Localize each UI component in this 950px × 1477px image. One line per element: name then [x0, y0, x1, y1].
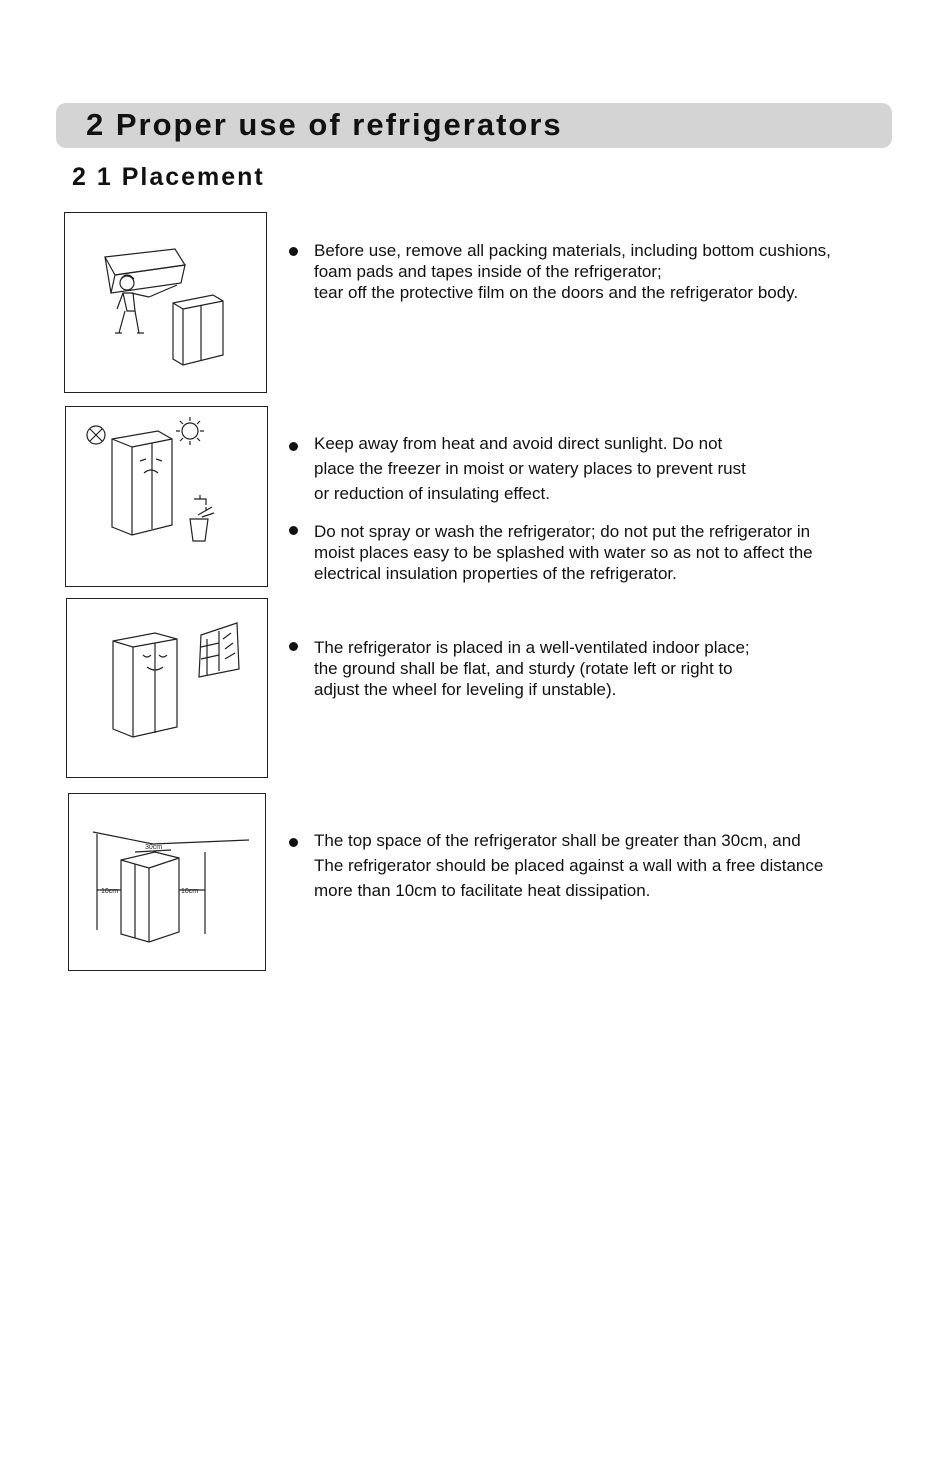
bullet-line: or reduction of insulating effect. — [314, 484, 550, 503]
bullet-remove-packing — [290, 240, 880, 303]
figure-ventilated-place — [66, 598, 268, 778]
bullet-line: Keep away from heat and avoid direct sunlight. Do not — [314, 434, 723, 453]
clearance-top-label: 30cm — [145, 844, 163, 851]
bullet-avoid-heat — [290, 431, 880, 506]
clearance-distance-illustration — [69, 794, 267, 972]
bullet-line: more than 10cm to facilitate heat dissipation. — [314, 881, 651, 900]
bullet-line: The top space of the refrigerator shall be greater than 30cm, and — [314, 831, 801, 850]
bullet-line: The refrigerator is placed in a well-ventilated indoor place; — [314, 638, 750, 657]
avoid-heat-and-water-illustration — [66, 407, 269, 588]
ventilated-place-illustration — [67, 599, 269, 779]
bullet-line: foam pads and tapes inside of the refrigerator; — [314, 262, 662, 281]
bullet-dot — [289, 442, 298, 451]
figure-unpacking — [64, 212, 267, 393]
bullet-dot — [289, 526, 298, 535]
section-title-bar — [56, 103, 892, 148]
figure-clearance-distance — [68, 793, 266, 971]
figure-avoid-heat-water — [65, 406, 268, 587]
bullet-line: the ground shall be flat, and sturdy (rotate left or right to — [314, 659, 733, 678]
clearance-left-label: 10cm — [101, 888, 119, 895]
bullet-line: Do not spray or wash the refrigerator; do not put the refrigerator in — [314, 522, 811, 541]
bullet-line: tear off the protective film on the doors and the refrigerator body. — [314, 283, 799, 302]
bullet-dot — [289, 642, 298, 651]
clearance-right-label: 10cm — [181, 888, 199, 895]
bullet-dot — [289, 838, 298, 847]
bullet-clearance — [290, 828, 880, 903]
bullet-line: adjust the wheel for leveling if unstable). — [314, 680, 617, 699]
subsection-title: 2 1 Placement — [72, 163, 265, 191]
section-title: 2 Proper use of refrigerators — [86, 107, 563, 142]
bullet-line: moist places easy to be splashed with water so as not to affect the — [314, 543, 813, 562]
bullet-line: electrical insulation properties of the refrigerator. — [314, 564, 677, 583]
bullet-dot — [289, 247, 298, 256]
bullet-ventilated — [290, 637, 880, 700]
bullet-line: The refrigerator should be placed against a wall with a free distance — [314, 856, 824, 875]
bullet-no-spray — [290, 521, 880, 584]
unpacking-refrigerator-illustration — [65, 213, 268, 394]
bullet-line: Before use, remove all packing materials, including bottom cushions, — [314, 241, 831, 260]
bullet-line: place the freezer in moist or watery places to prevent rust — [314, 459, 746, 478]
